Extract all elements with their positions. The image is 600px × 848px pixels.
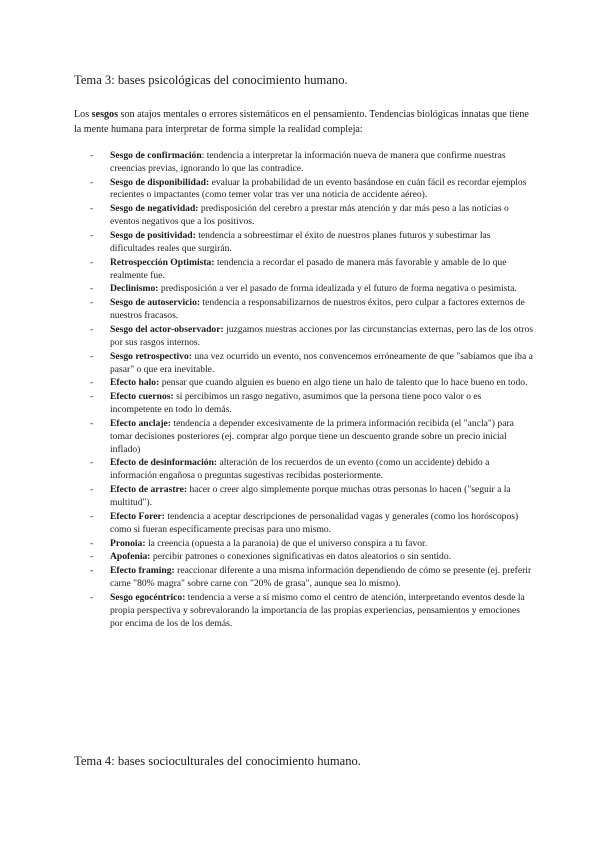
- bias-item: [74, 418, 534, 456]
- bias-item: [74, 457, 534, 483]
- bullet-dash: -: [90, 565, 94, 577]
- bullet-dash: -: [90, 283, 94, 295]
- bullet-dash: -: [90, 551, 94, 563]
- bias-list: [74, 150, 534, 631]
- intro-bold-term: sesgos: [91, 109, 119, 120]
- section-heading-tema-3: Tema 3: bases psicológicas del conocimiento humano.: [74, 73, 348, 87]
- bullet-dash: -: [90, 230, 94, 242]
- bias-item: [74, 297, 534, 323]
- bias-term: Apofenia:: [110, 551, 151, 563]
- bullet-dash: -: [90, 176, 94, 188]
- bias-item: [74, 351, 534, 377]
- bias-description: tendencia a recordar el pasado de manera más favorable y amable de lo que realmente fue.: [110, 256, 507, 281]
- bias-term: Sesgo de positividad:: [110, 230, 196, 242]
- bias-term: Efecto anclaje:: [110, 417, 172, 429]
- bias-term: Sesgo egocéntrico:: [110, 591, 186, 603]
- bias-item: [74, 391, 534, 417]
- bullet-dash: -: [90, 510, 94, 522]
- bias-term: Retrospección Optimista:: [110, 256, 215, 268]
- bias-description: tendencia a responsabilizarnos de nuestros éxitos, pero culpar a factores externos de nuestros fracasos.: [110, 297, 525, 322]
- bias-item: [74, 150, 534, 176]
- bias-item: [74, 538, 534, 551]
- bias-item: [74, 511, 534, 537]
- bias-term: Sesgo de confirmación: [110, 150, 202, 161]
- bias-item: [74, 230, 534, 256]
- bias-item: [74, 551, 534, 564]
- bullet-dash: -: [90, 391, 94, 403]
- bias-description: predisposición a ver el pasado de forma idealizada y el futuro de forma negativa o pesimista.: [158, 283, 517, 295]
- bullet-dash: -: [90, 350, 94, 362]
- bullet-dash: -: [90, 297, 94, 309]
- bias-description: tendencia a aceptar descripciones de personalidad vagas y generales (como los horóscopos) como si fueran específicamente precisas para uno mismo.: [110, 510, 519, 535]
- intro-pre: Los: [74, 109, 92, 120]
- bias-item: [74, 565, 534, 591]
- bias-description: percibir patrones o conexiones significativas en datos aleatorios o sin sentido.: [150, 551, 452, 563]
- bias-term: Pronoia:: [110, 537, 146, 549]
- bullet-dash: -: [90, 417, 94, 429]
- bullet-dash: -: [90, 484, 94, 496]
- bias-description: una vez ocurrido un evento, nos convencemos erróneamente de que "sabíamos que iba a pasar" o que era inevitable.: [110, 350, 533, 375]
- bias-item: [74, 484, 534, 510]
- bias-term: Declinismo:: [110, 283, 159, 295]
- bias-description: tendencia a verse a sí mismo como el centro de atención, interpretando eventos desde la propia perspectiva y sobrevalorando la importancia de las propias experiencias, pensamientos y emociones por encima de los de los demás.: [110, 591, 525, 629]
- bias-description: : tendencia a interpretar la información nueva de manera que confirme nuestras creencias previas, ignorando lo que las contradice.: [110, 150, 506, 174]
- bias-item: [74, 283, 534, 296]
- bias-description: hacer o creer algo simplemente porque muchas otras personas lo hacen ("seguir a la multitud").: [110, 484, 511, 508]
- section-heading-tema-4: Tema 4: bases socioculturales del conocimiento humano.: [74, 754, 361, 768]
- bias-term: Efecto de arrastre:: [110, 484, 188, 496]
- bias-term: Sesgo retrospectivo:: [110, 350, 192, 362]
- bias-description: predisposición del cerebro a prestar más atención y dar más peso a las noticias o eventos negativos que a los positivos.: [110, 203, 509, 228]
- bias-description: la creencia (opuesta a la paranoia) de que el universo conspira a tu favor.: [145, 537, 428, 549]
- bullet-dash: -: [90, 537, 94, 549]
- bullet-dash: -: [90, 591, 94, 603]
- bias-item: [74, 177, 534, 203]
- bias-description: reaccionar diferente a una misma información dependiendo de cómo se presente (ej. preferir carne "80% magra" sobre carne con "20% de grasa", aunque sea lo mismo).: [110, 565, 532, 590]
- bias-item: [74, 203, 534, 229]
- bullet-dash: -: [90, 203, 94, 215]
- bias-term: Sesgo de disponibilidad:: [110, 176, 210, 188]
- bias-term: Efecto Forer:: [110, 510, 165, 522]
- bias-term: Sesgo de negatividad:: [110, 203, 199, 215]
- bias-term: Efecto de desinformación:: [110, 457, 218, 469]
- intro-paragraph: [74, 108, 534, 137]
- bias-term: Efecto cuernos:: [110, 391, 174, 403]
- bullet-dash: -: [90, 150, 94, 161]
- bullet-dash: -: [90, 457, 94, 469]
- bias-item: [74, 592, 534, 630]
- bias-term: Sesgo del actor-observador:: [110, 324, 224, 336]
- bias-term: Sesgo de autoservicio:: [110, 297, 201, 309]
- bias-item: [74, 324, 534, 350]
- intro-post: son atajos mentales o errores sistemáticos en el pensamiento. Tendencias biológicas innatas que tiene la mente humana para interpretar de forma simple la realidad compleja:: [74, 109, 529, 135]
- bullet-dash: -: [90, 377, 94, 389]
- bias-term: Efecto halo:: [110, 377, 160, 389]
- bias-item: [74, 377, 534, 390]
- bias-term: Efecto framing:: [110, 565, 175, 577]
- bullet-dash: -: [90, 256, 94, 268]
- bias-description: tendencia a sobreestimar el éxito de nuestros planes futuros y subestimar las dificultades reales que surgirán.: [110, 230, 491, 254]
- bias-description: si percibimos un rasgo negativo, asumimos que la persona tiene poco valor o es incompetente en todo lo demás.: [110, 391, 482, 416]
- bias-item: [74, 257, 534, 283]
- bias-description: juzgamos nuestras acciones por las circunstancias externas, pero las de los otros por sus rasgos internos.: [110, 324, 533, 348]
- bias-description: alteración de los recuerdos de un evento (como un accidente) debido a información engañosa o preguntas sugestivas recibidas posteriormente.: [110, 457, 490, 482]
- bias-description: pensar que cuando alguien es bueno en algo tiene un halo de talento que lo hace bueno en todo.: [159, 377, 528, 389]
- bullet-dash: -: [90, 324, 94, 336]
- bias-description: evaluar la probabilidad de un evento basándose en cuán fácil es recordar ejemplos recientes o impactantes (como temer volar tras ver una noticia de accidente aéreo).: [110, 176, 527, 201]
- bias-description: tendencia a depender excesivamente de la primera información recibida (el "ancla") para tomar decisiones posteriores (ej. comprar algo porque tiene un descuento grande sobre un precio inicial inflado): [110, 417, 514, 455]
